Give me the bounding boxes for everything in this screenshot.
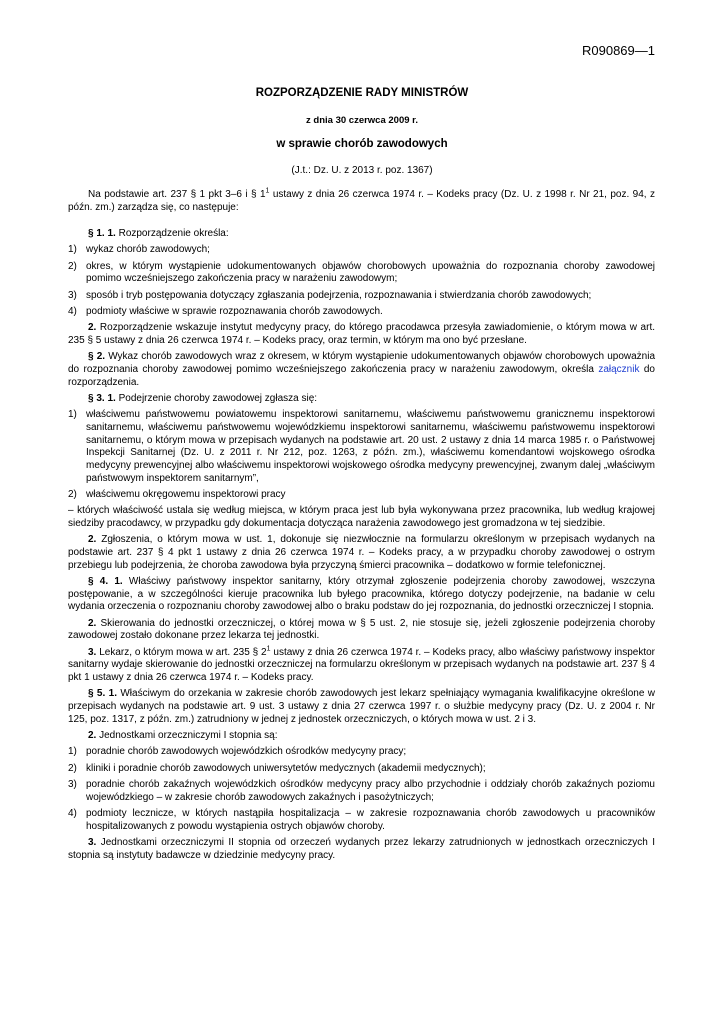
list-item: 2) kliniki i poradnie chorób zawodowych uniwersytetów medycznych (akademii medycznych); — [68, 762, 486, 774]
intro-text-a: Na podstawie art. 237 § 1 pkt 3–6 i § 1 — [88, 189, 266, 200]
list-item: 1) poradnie chorób zawodowych wojewódzkich ośrodków medycyny pracy; — [68, 746, 407, 758]
attachment-link[interactable]: załącznik — [598, 363, 640, 375]
act-date: z dnia 30 czerwca 2009 r. — [306, 115, 418, 126]
section-5-heading: § 5. 1. — [88, 688, 117, 700]
section-3-paragraph: § 3. 1. Podejrzenie choroby zawodowej zgłasza się: — [88, 392, 318, 404]
section-5-paragraph: § 5. 1. Właściwym do orzekania w zakresie chorób zawodowych jest lekarz spełniający wymagania kwalifikacyjne określone w przepisach wydanych na podstawie art. 9 ust. 3 ustawy z dnia 27 czerwca 1997 r. o służbie medycyny pracy (Dz. U. z 2004 r. Nr 125, poz. 1317, z późn. zm.) zatrudniony w jednej z jednostek orzeczniczych, o których mowa w ust. 2 i 3. — [68, 688, 655, 725]
section-2-heading: § 2. — [88, 351, 106, 363]
act-reference: (J.t.: Dz. U. z 2013 r. poz. 1367) — [291, 165, 433, 176]
document-id: R090869—1 — [582, 43, 655, 58]
list-item: 3) poradnie chorób zakaźnych wojewódzkich ośrodków medycyny pracy albo przychodnie i oddziały chorób zakaźnych poziomu wojewódzkiego – w zakresie chorób zawodowych zakaźnych i pasożytniczych; — [68, 779, 655, 803]
section-4-para-2: 2. Skierowania do jednostki orzeczniczej, o której mowa w § 5 ust. 2, nie stosuje się, jeżeli zgłoszenie podejrzenia choroby zawodowej zostało dokonane przez lekarza tej jednostki. — [68, 617, 655, 642]
section-3-tail: – których właściwość ustala się według miejsca, w którym praca jest lub była wykonywana przez pracownika, lub według krajowej siedziby pracodawcy, w przypadku gdy dokumentacja dotycząca narażenia zawodowego jest gromadzona w tej siedzibie. — [68, 505, 655, 529]
section-1-heading: § 1. 1. — [88, 228, 116, 239]
section-5-list — [68, 746, 655, 833]
section-1-para-2: 2. Rozporządzenie wskazuje instytut medycyny pracy, do którego pracodawca przesyła zawiadomienie, o którym mowa w art. 235 § 5 ustawy z dnia 26 czerwca 1974 r. – Kodeks pracy, oraz termin, w którym ma ono być przesłane. — [68, 322, 655, 346]
intro-paragraph — [68, 189, 655, 214]
section-1-list — [68, 244, 655, 318]
section-3-list — [68, 409, 655, 502]
intro-footnote-mark: 1 — [265, 187, 270, 195]
list-item: 1) właściwemu państwowemu powiatowemu inspektorowi sanitarnemu, właściwemu państwowemu granicznemu inspektorowi sanitarnemu, właściwemu państwowemu wojewódzkiemu inspektorowi sanitarnemu, właściwemu państwowemu inspektorowi sanitarnemu, o którym mowa w przepisach wydanych na podstawie art. 20 ust. 2 ustawy z dnia 14 marca 1985 r. o Państwowej Inspekcji Sanitarnej (Dz. U. z 2011 r. Nr 212, poz. 1263, z późn. zm.), właściwemu komendantowi wojskowego ośrodka medycyny prewencyjnej albo właściwemu inspektorowi wojskowego ośrodka medycyny prewencyjnej, zwanym dalej „właściwym państwowym inspektorem sanitarnym”, — [68, 409, 655, 484]
section-1-text: Rozporządzenie określa: — [115, 228, 229, 239]
section-3-para-2: 2. Zgłoszenia, o którym mowa w ust. 1, dokonuje się niezwłocznie na formularzu określonym w przepisach wydanych na podstawie art. 237 § 4 pkt 1 ustawy z dnia 26 czerwca 1974 r. – Kodeks pracy, a w przypadku choroby zawodowej o ostrym przebiegu lub podejrzenia, że choroba zawodowa była przyczyną śmierci pracownika – dodatkowo w formie telefonicznej. — [68, 534, 655, 571]
section-1-paragraph — [68, 228, 655, 241]
act-subject: w sprawie chorób zawodowych — [276, 138, 448, 150]
section-5-para-2: 2. Jednostkami orzeczniczymi I stopnia są: — [88, 730, 278, 742]
list-item: 2) okres, w którym wystąpienie udokumentowanych objawów chorobowych upoważnia do rozpoznania choroby zawodowej pomimo wcześniejszego zakończenia pracy w narażeniu zawodowym; — [68, 260, 655, 285]
list-item: 3) sposób i tryb postępowania dotyczący zgłaszania podejrzenia, rozpoznawania i stwierdzania chorób zawodowych; — [68, 289, 592, 301]
list-item: 4) podmioty właściwe w sprawie rozpoznawania chorób zawodowych. — [68, 305, 383, 317]
intro-text-b: ustawy z dnia 26 czerwca 1974 r. – Kodeks pracy (Dz. U. z 1998 r. Nr 21, poz. 94, z późn. zm.) zarządza się, co następuje: — [68, 189, 655, 213]
section-3-heading: § 3. 1. — [88, 392, 116, 404]
list-item: 1) wykaz chorób zawodowych; — [68, 244, 210, 256]
section-5-para-3: 3. Jednostkami orzeczniczymi II stopnia od orzeczeń wydanych przez lekarzy zatrudnionych w jednostkach orzeczniczych I stopnia są instytuty badawcze w dziedzinie medycyny pracy. — [68, 837, 655, 861]
section-4-para-3: 3. Lekarz, o którym mowa w art. 235 § $2^1$ ustawy z dnia 26 czerwca 1974 r. – Kodeks pracy, albo właściwy państwowy inspektor sanitarny wydaje skierowanie do jednostki orzeczniczej na formularzu określonym w przepisach wydanych na podstawie art. 237 § 4 pkt 1 ustawy z dnia 26 czerwca 1974 r. – Kodeks pracy. — [68, 645, 655, 684]
section-4-heading: § 4. 1. — [88, 576, 123, 587]
act-title: ROZPORZĄDZENIE RADY MINISTRÓW — [255, 87, 469, 99]
section-4-paragraph: § 4. 1. Właściwy państwowy inspektor sanitarny, który otrzymał zgłoszenie podejrzenia choroby zawodowej, wszczyna postępowanie, a w szczególności kieruje pracownika lub byłego pracownika, którego dotyczy podejrzenie, na badanie w celu wydania orzeczenia o rozpoznaniu choroby zawodowej albo o braku podstaw do jej rozpoznania, do jednostki orzeczniczej I stopnia. — [68, 576, 655, 613]
document-body — [68, 189, 655, 866]
list-item: 4) podmioty lecznicze, w których nastąpiła hospitalizacja – w zakresie rozpoznawania chorób zawodowych u pracowników hospitalizowanych z powodu wystąpienia ostrych objawów choroby. — [68, 808, 655, 832]
list-item: 2) właściwemu okręgowemu inspektorowi pracy — [68, 489, 286, 500]
section-2-paragraph: § 2. Wykaz chorób zawodowych wraz z okresem, w którym wystąpienie udokumentowanych objawów chorobowych upoważnia do rozpoznania choroby zawodowej pomimo wcześniejszego zakończenia pracy w narażeniu zawodowym, określa załącznik do rozporządzenia. — [68, 351, 656, 388]
